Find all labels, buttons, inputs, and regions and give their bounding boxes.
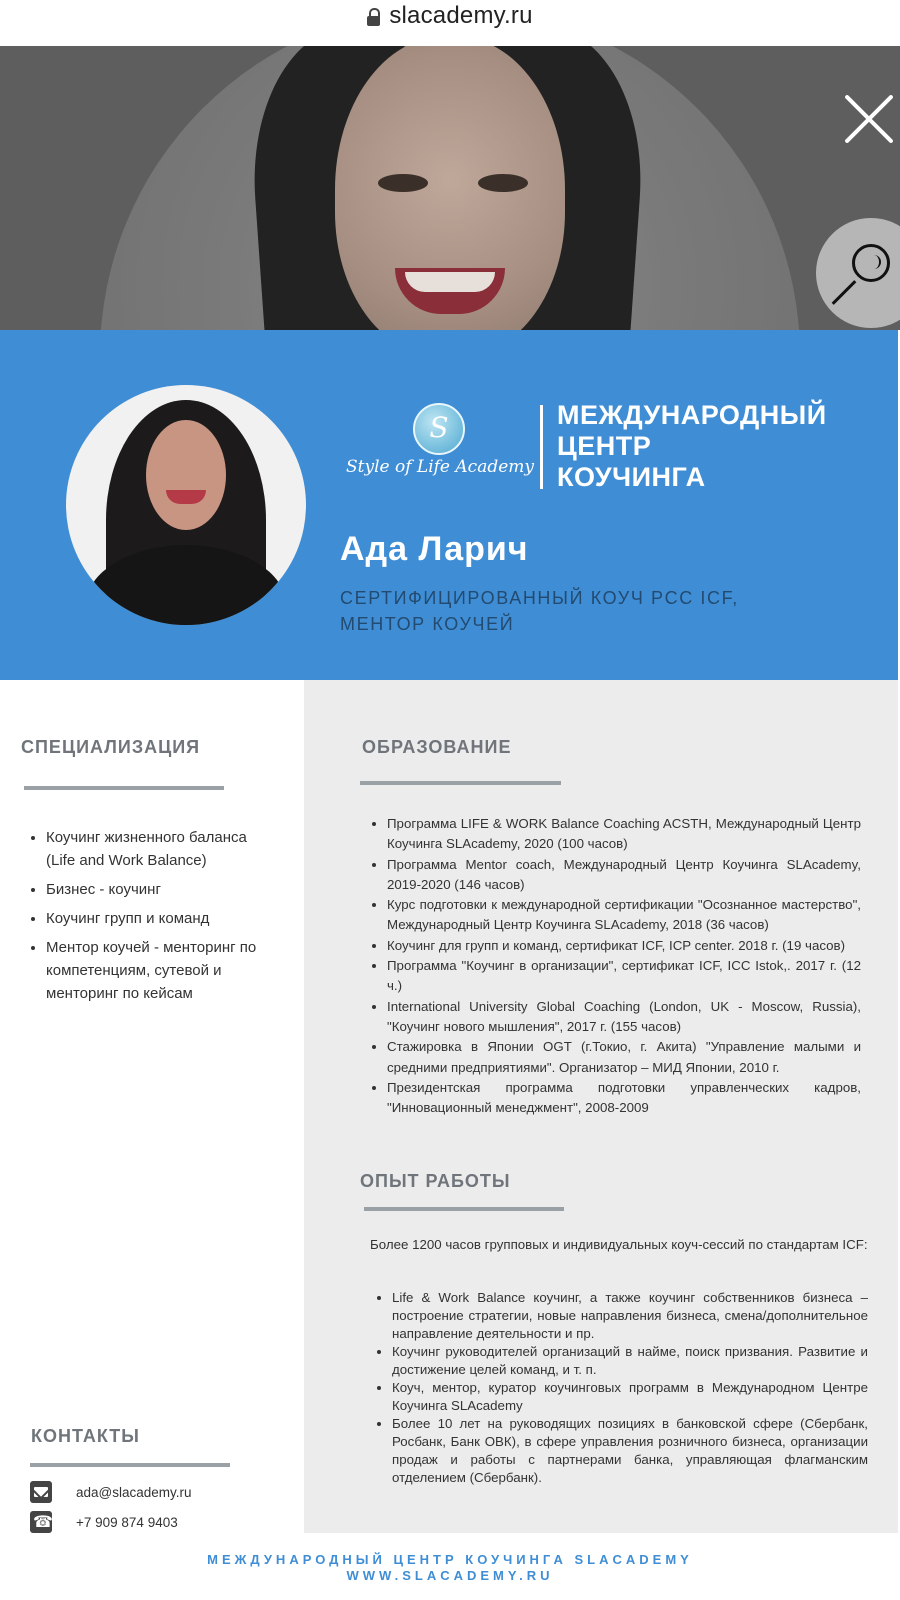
logo-title: МЕЖДУНАРОДНЫЙ ЦЕНТР КОУЧИНГА [557, 400, 827, 492]
education-list [365, 814, 861, 1118]
education-divider [360, 781, 561, 785]
list-item: • Коучинг жизненного баланса (Life and Work Balance) [46, 826, 264, 872]
contact-email[interactable] [30, 1481, 192, 1503]
contact-phone[interactable] [30, 1511, 178, 1533]
person-subtitle: СЕРТИФИЦИРОВАННЫЙ КОУЧ PCC ICF, МЕНТОР КОУЧЕЙ [340, 588, 739, 634]
list-item: • Бизнес - коучинг [46, 878, 264, 901]
footer-org: МЕЖДУНАРОДНЫЙ ЦЕНТР КОУЧИНГА SLACADEMY [207, 1552, 693, 1567]
logo-seal-icon: S [413, 403, 465, 455]
email-text[interactable]: ada@slacademy.ru [76, 1484, 192, 1500]
person-name: Ада Ларич [340, 530, 529, 568]
list-item: • Программа "Коучинг в организации", сертификат ICF, ICC Istok,. 2017 г. (12 ч.) [387, 956, 861, 997]
specialization-list [24, 826, 264, 1011]
experience-heading: ОПЫТ РАБОТЫ [360, 1171, 511, 1191]
list-item: • Программа Mentor coach, Международный Центр Коучинга SLAcademy, 2019-2020 (146 часов) [387, 855, 861, 896]
magnifier-icon [852, 244, 890, 282]
envelope-icon [30, 1481, 52, 1503]
academy-logo [345, 395, 535, 495]
education-heading: ОБРАЗОВАНИЕ [362, 737, 512, 757]
list-item: • Коучинг для групп и команд, сертификат ICF, ICP center. 2018 г. (19 часов) [387, 936, 861, 956]
footer-url[interactable]: WWW.SLACADEMY.RU [346, 1568, 554, 1583]
specialization-heading: СПЕЦИАЛИЗАЦИЯ [21, 737, 201, 757]
list-item: • Life & Work Balance коучинг, а также коучинг собственников бизнеса – построение стратегии, новые направления бизнеса, смена/дополнительное направление деятельности и пр. [392, 1289, 868, 1343]
left-column [0, 680, 304, 1533]
list-item: • International University Global Coaching (London, UK - Moscow, Russia), "Коучинг нового мышления", 2017 г. (155 часов) [387, 997, 861, 1038]
lock-icon [367, 8, 380, 26]
avatar [66, 385, 306, 625]
list-item: • Программа LIFE & WORK Balance Coaching ACSTH, Международный Центр Коучинга SLAcademy, 2020 (100 часов) [387, 814, 861, 855]
url-text: slacademy.ru [389, 2, 533, 29]
list-item: • Коучинг групп и команд [46, 907, 264, 930]
footer [0, 1552, 900, 1584]
experience-divider [364, 1207, 564, 1211]
experience-list [370, 1289, 868, 1487]
experience-intro: Более 1200 часов групповых и индивидуальных коуч-сессий по стандартам ICF: [370, 1237, 868, 1252]
address-bar[interactable] [0, 0, 900, 46]
list-item: • Президентская программа подготовки управленческих кадров, "Инновационный менеджмент", 2008-2009 [387, 1078, 861, 1119]
list-item: • Коуч, ментор, куратор коучинговых программ в Международном Центре Коучинга SLAcademy [392, 1379, 868, 1415]
close-icon[interactable] [842, 92, 896, 146]
list-item: • Курс подготовки к международной сертификации "Осознанное мастерство", Международный Центр Коучинга SLAcademy, 2018 (36 часов) [387, 895, 861, 936]
logo-script: Style of Life Academy [346, 457, 534, 477]
logo-divider [540, 405, 543, 489]
enlarged-photo-backdrop [0, 46, 900, 330]
phone-text[interactable]: +7 909 874 9403 [76, 1514, 178, 1530]
phone-icon [30, 1511, 52, 1533]
list-item: • Коучинг руководителей организаций в найме, поиск призвания. Развитие и достижение целей команд, и т. п. [392, 1343, 868, 1379]
list-item: • Стажировка в Японии OGT (г.Токио, г. Акита) "Управление малыми и средними предприятиями". Организатор – МИД Японии, 2010 г. [387, 1037, 861, 1078]
list-item: • Ментор коучей - менторинг по компетенциям, сутевой и менторинг по кейсам [46, 936, 264, 1005]
list-item: • Более 10 лет на руководящих позициях в банковской сфере (Сбербанк, Росбанк, Банк ОВК), в сфере управления розничного бизнеса, организации продаж и работы с партнерами банка, управляющая флагманским отделением (Сбербанк). [392, 1415, 868, 1487]
contacts-divider [30, 1463, 230, 1467]
contacts-heading: КОНТАКТЫ [31, 1426, 140, 1446]
specialization-divider [24, 786, 224, 790]
